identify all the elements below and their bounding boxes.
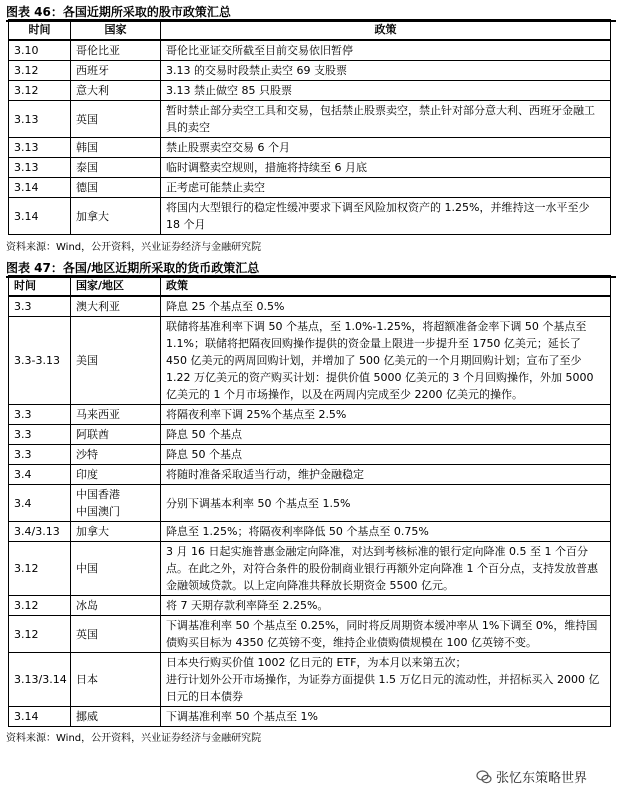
fig47-cell-policy: 降息 50 个基点 xyxy=(161,425,611,445)
fig47-cell-time: 3.3 xyxy=(9,445,71,465)
fig47-cell-time: 3.3-3.13 xyxy=(9,317,71,405)
fig46-cell-policy: 哥伦比亚证交所截至目前交易依旧暂停 xyxy=(161,40,611,61)
fig47-cell-country: 日本 xyxy=(71,653,161,707)
fig47-cell-country: 中国 xyxy=(71,542,161,596)
watermark-text: 张忆东策略世界 xyxy=(496,771,588,786)
fig46-cell-country: 意大利 xyxy=(71,81,161,101)
fig47-cell-country: 马来西亚 xyxy=(71,405,161,425)
fig47-cell-country: 冰岛 xyxy=(71,596,161,616)
fig47-cell-country: 中国香港 中国澳门 xyxy=(71,485,161,522)
fig46-cell-time: 3.12 xyxy=(9,61,71,81)
fig47-cell-policy: 降息至 1.25%；将隔夜利率降低 50 个基点至 0.75% xyxy=(161,522,611,542)
fig47-cell-policy: 分别下调基本利率 50 个基点至 1.5% xyxy=(161,485,611,522)
fig47-title: 图表 47：各国/地区近期所采取的货币政策汇总 xyxy=(6,261,260,275)
fig46-cell-time: 3.13 xyxy=(9,138,71,158)
fig46-cell-country: 德国 xyxy=(71,178,161,198)
fig46-cell-policy: 3.13 的交易时段禁止卖空 69 支股票 xyxy=(161,61,611,81)
fig47-body xyxy=(9,296,611,727)
watermark xyxy=(472,765,591,788)
fig46-table-row xyxy=(9,40,611,61)
fig47-cell-policy: 下调基准利率 50 个基点至 1% xyxy=(161,707,611,727)
fig47-table-row xyxy=(9,616,611,653)
fig46-cell-policy: 3.13 禁止做空 85 只股票 xyxy=(161,81,611,101)
fig46-cell-time: 3.14 xyxy=(9,178,71,198)
wechat-icon xyxy=(476,769,492,785)
fig47-table-row xyxy=(9,425,611,445)
fig47-header-row xyxy=(9,276,611,297)
fig46-cell-policy: 禁止股票卖空交易 6 个月 xyxy=(161,138,611,158)
fig46-table-row xyxy=(9,61,611,81)
fig46-header-policy: 政策 xyxy=(161,20,611,41)
fig47-cell-country: 印度 xyxy=(71,465,161,485)
fig46-cell-policy: 临时调整卖空规则，措施将持续至 6 月底 xyxy=(161,158,611,178)
fig47-cell-country: 加拿大 xyxy=(71,522,161,542)
fig47-table-row xyxy=(9,465,611,485)
fig46-source: 资料来源：Wind，公开资料，兴业证券经济与金融研究院 xyxy=(6,242,262,253)
fig47-header-country: 国家/地区 xyxy=(71,276,161,297)
fig46-table-row xyxy=(9,81,611,101)
fig46-table-row xyxy=(9,138,611,158)
fig47-cell-policy: 将隔夜利率下调 25%个基点至 2.5% xyxy=(161,405,611,425)
fig46-cell-policy: 暂时禁止部分卖空工具和交易，包括禁止股票卖空，禁止针对部分意大利、西班牙金融工具的卖空 xyxy=(161,101,611,138)
fig47-cell-time: 3.3 xyxy=(9,296,71,317)
fig47-cell-time: 3.4/3.13 xyxy=(9,522,71,542)
fig46-cell-time: 3.13 xyxy=(9,158,71,178)
fig47-cell-time: 3.3 xyxy=(9,405,71,425)
fig47-table xyxy=(8,275,611,727)
fig47-table-row xyxy=(9,653,611,707)
fig47-cell-time: 3.12 xyxy=(9,616,71,653)
fig47-table-row xyxy=(9,317,611,405)
fig47-table-row xyxy=(9,445,611,465)
fig47-cell-time: 3.13/3.14 xyxy=(9,653,71,707)
fig46-body xyxy=(9,40,611,235)
fig47-cell-time: 3.14 xyxy=(9,707,71,727)
fig46-cell-country: 泰国 xyxy=(71,158,161,178)
fig47-table-row xyxy=(9,522,611,542)
fig47-table-row xyxy=(9,707,611,727)
fig46-header-country: 国家 xyxy=(71,20,161,41)
fig47-cell-policy: 降息 50 个基点 xyxy=(161,445,611,465)
fig46-cell-time: 3.14 xyxy=(9,198,71,235)
fig46-cell-country: 西班牙 xyxy=(71,61,161,81)
fig47-cell-policy: 将随时准备采取适当行动，维护金融稳定 xyxy=(161,465,611,485)
fig46-cell-country: 韩国 xyxy=(71,138,161,158)
fig46-cell-country: 哥伦比亚 xyxy=(71,40,161,61)
fig47-table-row xyxy=(9,405,611,425)
fig47-cell-country: 沙特 xyxy=(71,445,161,465)
fig46-table-row xyxy=(9,101,611,138)
fig47-cell-policy: 降息 25 个基点至 0.5% xyxy=(161,296,611,317)
fig47-header-policy: 政策 xyxy=(161,276,611,297)
fig47-cell-country: 英国 xyxy=(71,616,161,653)
fig46-cell-time: 3.12 xyxy=(9,81,71,101)
fig47-cell-policy: 联储将基准利率下调 50 个基点，至 1.0%-1.25%，将超额准备金率下调 50 个基点至 1.1%；联储将把隔夜回购操作提供的资金量上限进一步提升至 1750 亿美元；延长了 450 亿美元的两周回购计划，并增加了 500 亿美元的一个月期回购计划；宣布了至少 1.22 万亿美元的资产购买计划：提供价值 5000 亿美元的 3 个月回购操作，外加 5000 亿美元的 1 个月市场操作，以及在两周内完成至少 2200 亿美元的操作。 xyxy=(161,317,611,405)
fig47-cell-country: 挪威 xyxy=(71,707,161,727)
fig47-table-row xyxy=(9,542,611,596)
fig47-header-time: 时间 xyxy=(9,276,71,297)
fig46-header-row xyxy=(9,20,611,41)
fig46-cell-time: 3.13 xyxy=(9,101,71,138)
fig47-source: 资料来源：Wind，公开资料，兴业证券经济与金融研究院 xyxy=(6,733,262,744)
fig47-cell-policy: 日本央行购买价值 1002 亿日元的 ETF，为本月以来第五次； 进行计划外公开市场操作，为证券方面提供 1.5 万亿日元的流动性，并招标买入 2000 亿日元的日本债券 xyxy=(161,653,611,707)
fig46-table-row xyxy=(9,158,611,178)
fig47-cell-time: 3.4 xyxy=(9,465,71,485)
fig47-cell-time: 3.4 xyxy=(9,485,71,522)
fig47-cell-policy: 3 月 16 日起实施普惠金融定向降准，对达到考核标准的银行定向降准 0.5 至 1 个百分点。在此之外，对符合条件的股份制商业银行再额外定向降准 1 个百分点，支持发放普惠金融领域贷款。以上定向降准共释放长期资金 5500 亿元。 xyxy=(161,542,611,596)
fig47-cell-country: 阿联酋 xyxy=(71,425,161,445)
fig46-table-row xyxy=(9,198,611,235)
fig47-cell-country: 澳大利亚 xyxy=(71,296,161,317)
fig47-cell-country: 美国 xyxy=(71,317,161,405)
fig46-title: 图表 46：各国近期所采取的股市政策汇总 xyxy=(6,5,231,19)
fig46-table xyxy=(8,19,611,235)
fig47-cell-policy: 下调基准利率 50 个基点至 0.25%，同时将反周期资本缓冲率从 1%下调至 0%，维持国债购买目标为 4350 亿英镑不变，维持企业债购债规模在 100 亿英镑不变。 xyxy=(161,616,611,653)
fig47-table-row xyxy=(9,596,611,616)
fig47-cell-time: 3.12 xyxy=(9,596,71,616)
fig47-table-row xyxy=(9,485,611,522)
fig47-table-row xyxy=(9,296,611,317)
fig47-cell-time: 3.12 xyxy=(9,542,71,596)
fig46-cell-policy: 正考虑可能禁止卖空 xyxy=(161,178,611,198)
fig46-header-time: 时间 xyxy=(9,20,71,41)
fig47-cell-time: 3.3 xyxy=(9,425,71,445)
fig46-cell-country: 英国 xyxy=(71,101,161,138)
fig46-table-row xyxy=(9,178,611,198)
fig47-cell-policy: 将 7 天期存款利率降至 2.25%。 xyxy=(161,596,611,616)
fig46-cell-policy: 将国内大型银行的稳定性缓冲要求下调至风险加权资产的 1.25%，并维持这一水平至少 18 个月 xyxy=(161,198,611,235)
fig46-cell-time: 3.10 xyxy=(9,40,71,61)
fig46-cell-country: 加拿大 xyxy=(71,198,161,235)
